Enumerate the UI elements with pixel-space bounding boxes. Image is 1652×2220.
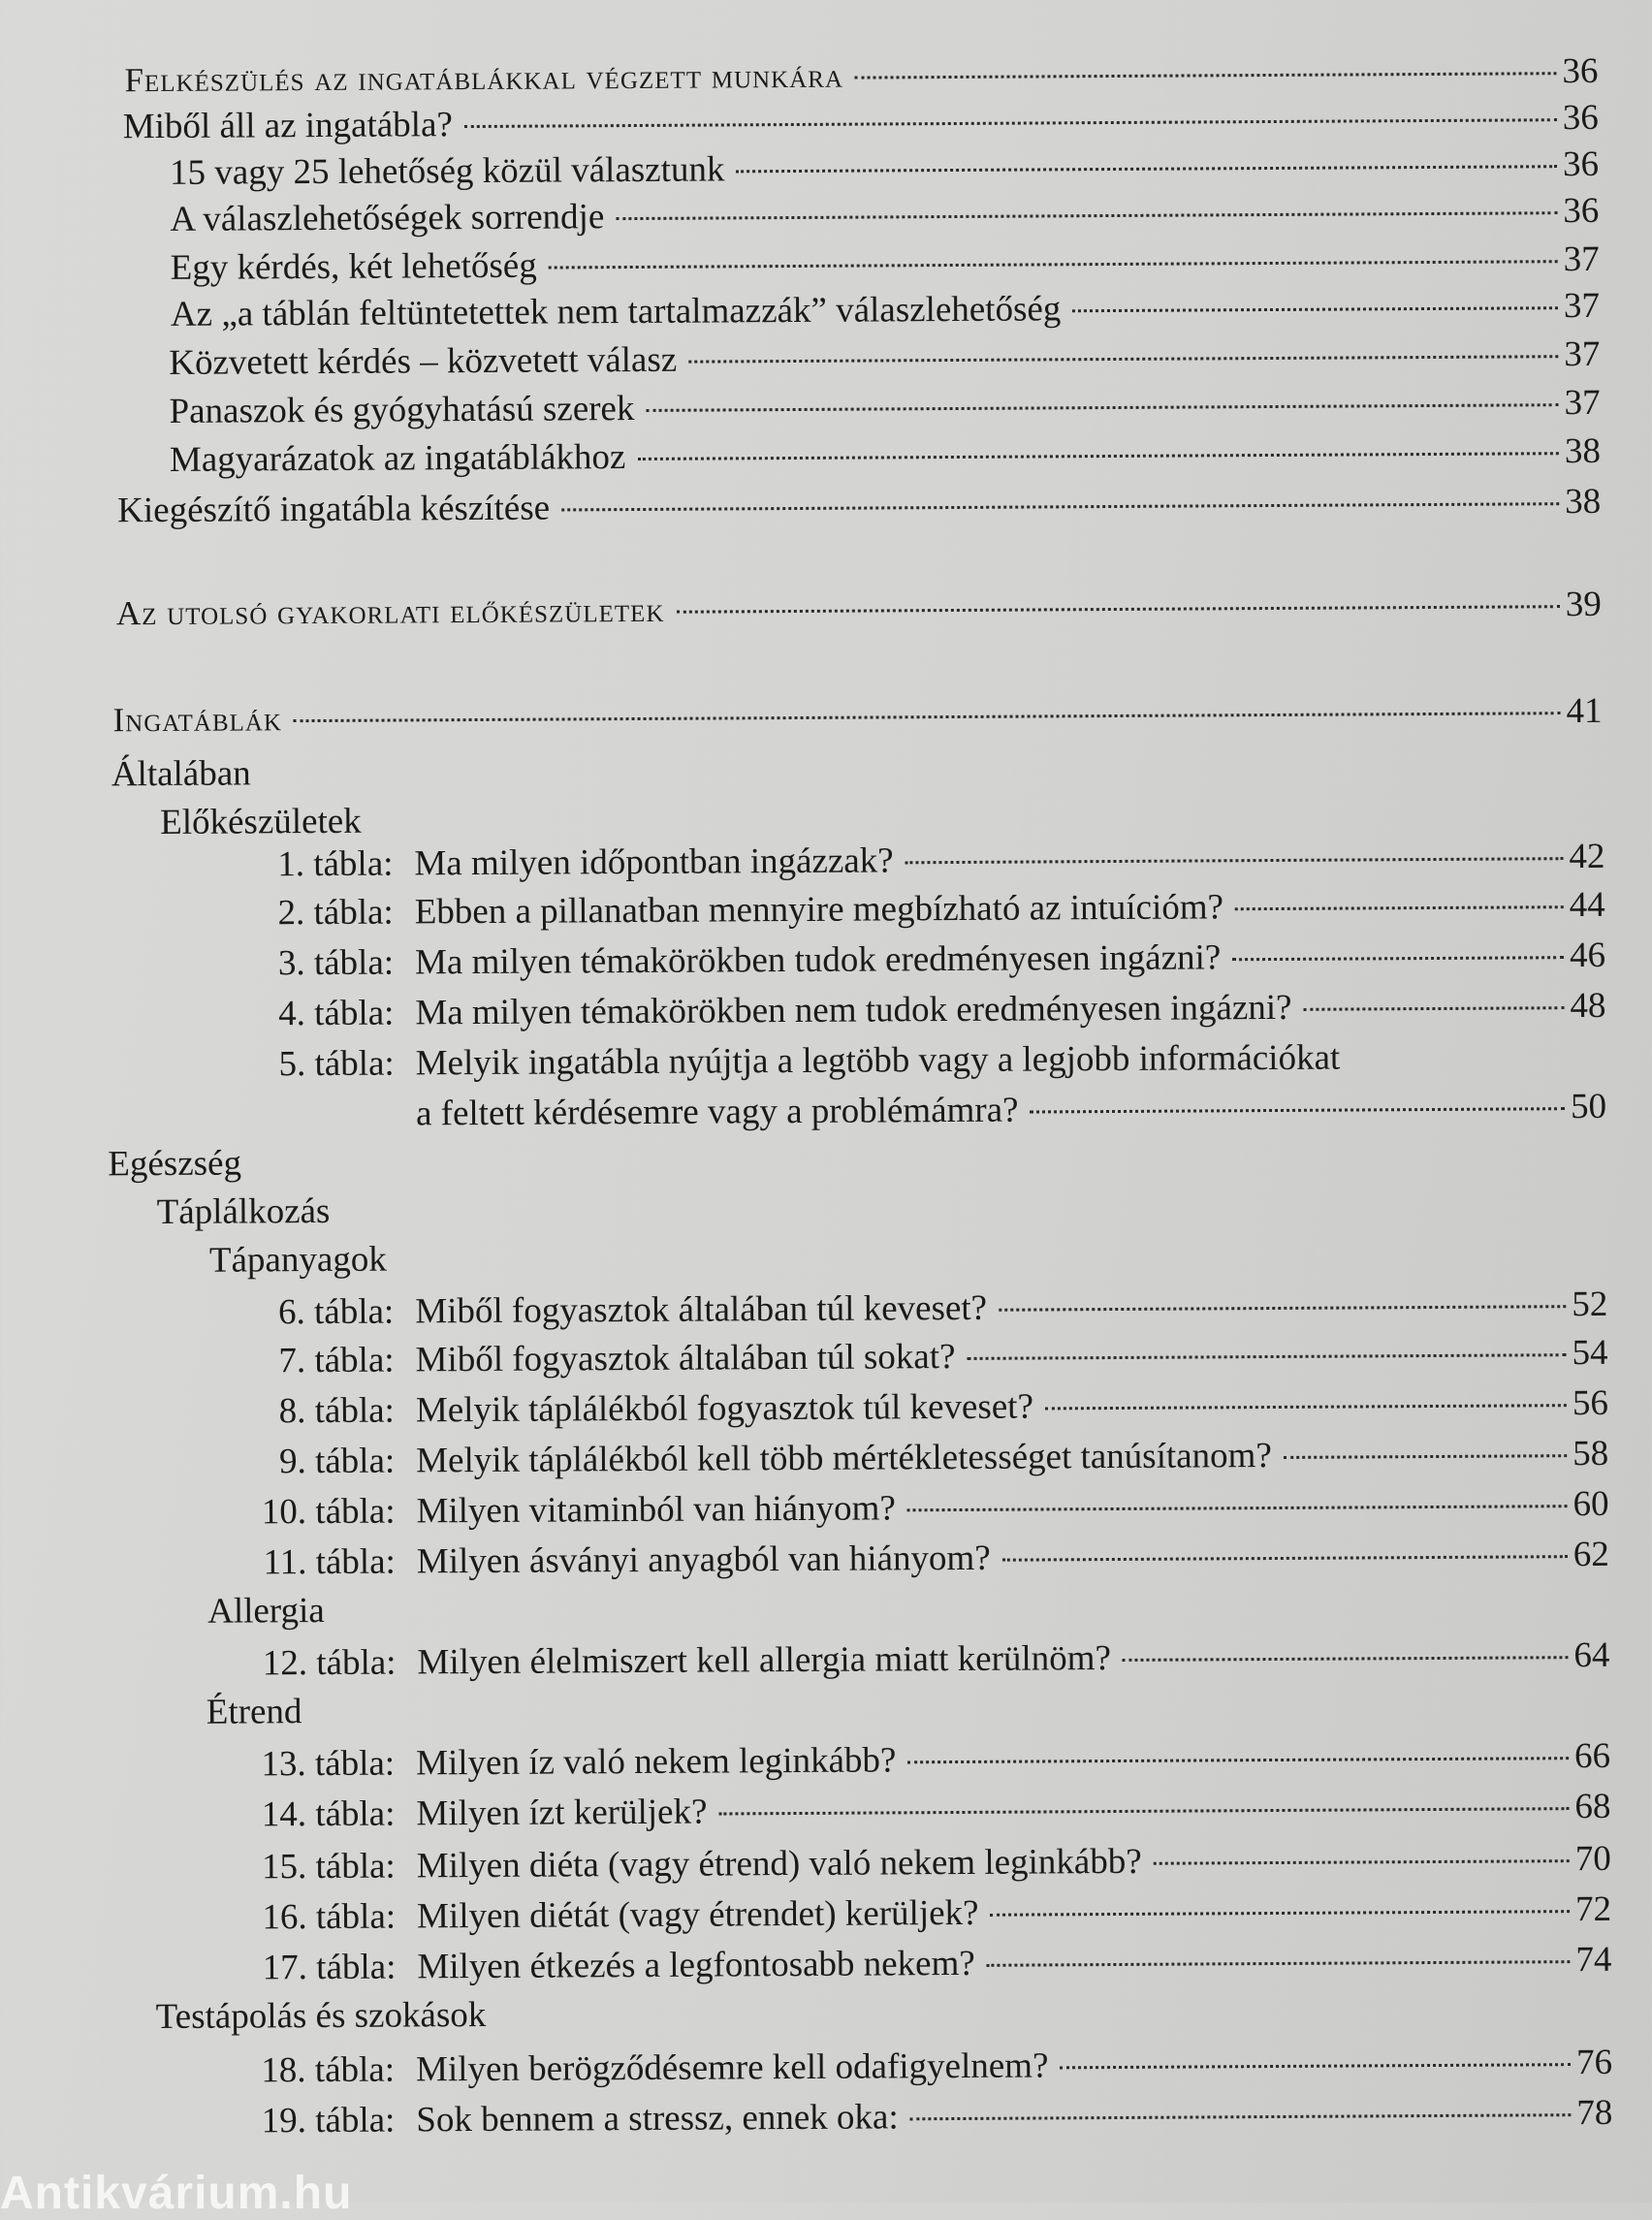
table-page: 66 — [1573, 1735, 1611, 1777]
table-question: Melyik táplálékból fogyasztok túl keveset? — [415, 1386, 1034, 1431]
toc-entry — [116, 584, 1602, 635]
table-entry — [113, 1382, 1608, 1434]
toc-entry-page: 38 — [1564, 430, 1601, 472]
dot-leader — [1235, 905, 1564, 910]
table-entry-continued — [113, 1086, 1606, 1137]
toc-entry-page: 37 — [1564, 382, 1601, 424]
table-question: Sok bennem a stressz, ennek oka: — [416, 2097, 899, 2141]
table-number: 19. tábla: — [261, 2100, 396, 2141]
dot-leader — [905, 857, 1564, 864]
table-entry — [114, 1939, 1611, 1990]
dot-leader — [1304, 1006, 1565, 1011]
toc-entry-page: 38 — [1565, 481, 1602, 523]
table-question: Milyen diéta (vagy étrend) való nekem leginkább? — [416, 1841, 1142, 1887]
table-page: 68 — [1574, 1786, 1611, 1827]
table-question: Miből fogyasztok általában túl sokat? — [415, 1337, 956, 1380]
table-number: 2. tábla: — [277, 892, 394, 934]
table-number: 15. tábla: — [261, 1846, 396, 1887]
toc-entry-page: 37 — [1564, 333, 1601, 375]
dot-leader — [1123, 1656, 1569, 1662]
table-page: 54 — [1572, 1332, 1608, 1374]
table-question: Ma milyen időpontban ingázzak? — [414, 840, 894, 884]
toc-entry — [171, 238, 1600, 290]
table-entry — [112, 935, 1605, 986]
table-question: Milyen íz való nekem leginkább? — [415, 1740, 897, 1784]
toc-entry-page: 36 — [1562, 143, 1600, 185]
toc-entry-title: Egy kérdés, két lehetőség — [170, 245, 537, 288]
heading-etrend: Étrend — [206, 1692, 302, 1732]
table-question: a feltett kérdésemre vagy a problémámra? — [415, 1090, 1019, 1134]
table-entry — [112, 985, 1605, 1036]
dot-leader — [1284, 1454, 1567, 1459]
toc-entry — [169, 382, 1600, 433]
table-question: Melyik ingatábla nyújtja a legtöbb vagy a legjobb információkat — [415, 1037, 1341, 1084]
table-page: 44 — [1569, 884, 1605, 926]
dot-leader — [1045, 1404, 1567, 1410]
table-number: 11. tábla: — [263, 1541, 396, 1583]
toc-entry — [170, 190, 1599, 241]
dot-leader — [294, 712, 1561, 722]
dot-leader — [907, 1505, 1568, 1511]
table-page: 56 — [1572, 1382, 1608, 1424]
table-page: 70 — [1574, 1838, 1611, 1880]
dot-leader — [736, 165, 1557, 173]
table-entry — [114, 1888, 1611, 1940]
toc-entry-page: 36 — [1562, 97, 1599, 139]
table-entry — [113, 1735, 1610, 1787]
table-question: Milyen étkezés a legfontosabb nekem? — [417, 1943, 975, 1987]
table-page: 46 — [1569, 935, 1606, 976]
dot-leader — [646, 403, 1558, 412]
table-page: 48 — [1570, 985, 1606, 1027]
toc-entry-title: 15 vagy 25 lehetőség közül választunk — [169, 149, 725, 193]
toc-entry-page: 37 — [1563, 238, 1600, 280]
toc-entry-title: Panaszok és gyógyhatású szerek — [169, 389, 635, 431]
toc-entry-page: 41 — [1566, 690, 1603, 732]
table-entry — [112, 1284, 1607, 1335]
dot-leader — [907, 1757, 1569, 1763]
table-entry — [111, 836, 1604, 887]
toc-entry-page: 36 — [1563, 190, 1600, 232]
table-number: 6. tábla: — [277, 1291, 395, 1333]
table-entry — [113, 1786, 1610, 1837]
toc-entry-title: A válaszlehetőségek sorrendje — [170, 197, 605, 239]
table-number: 17. tábla: — [262, 1947, 397, 1988]
toc-entry — [117, 481, 1601, 532]
table-entry — [112, 1332, 1607, 1383]
dot-leader — [910, 2113, 1572, 2120]
table-question: Melyik táplálékból kell több mértékletességet tanúsítanom? — [416, 1436, 1272, 1481]
table-page: 62 — [1573, 1534, 1609, 1575]
table-question: Ma milyen témakörökben nem tudok eredményesen ingázni? — [415, 987, 1292, 1033]
dot-leader — [1031, 1107, 1566, 1113]
dot-leader — [999, 1305, 1566, 1312]
table-number: 5. tábla: — [278, 1043, 395, 1085]
dot-leader — [676, 605, 1559, 614]
toc-entry-title: Magyarázatok az ingatáblákhoz — [169, 437, 626, 480]
toc-entry — [112, 690, 1602, 742]
table-question: Ma milyen témakörökben tudok eredményesen ingázni? — [414, 937, 1222, 983]
table-number: 12. tábla: — [262, 1642, 397, 1684]
dot-leader — [718, 1807, 1569, 1815]
toc-entry-title: Közvetett kérdés – közvetett válasz — [169, 339, 678, 383]
table-entry — [114, 1634, 1609, 1686]
table-entry — [113, 1433, 1608, 1484]
toc-entry-page: 37 — [1563, 285, 1601, 327]
table-entry — [112, 884, 1605, 936]
heading-testapolas: Testápolás és szokások — [155, 1994, 487, 2038]
dot-leader — [688, 355, 1558, 363]
table-number: 4. tábla: — [278, 993, 395, 1034]
toc-entry-title: Kiegészítő ingatábla készítése — [117, 488, 551, 531]
toc-entry-title: Az „a táblán feltüntetettek nem tartalmazzák” válaszlehetőség — [170, 289, 1062, 334]
dot-leader — [855, 72, 1557, 79]
table-question: Milyen berögződésemre kell odafigyelnem? — [415, 2046, 1049, 2090]
table-question: Milyen élelmiszert kell allergia miatt kerülnöm? — [417, 1638, 1112, 1683]
dot-leader — [1232, 956, 1564, 961]
toc-entry-title: Felkészülés az ingatáblákkal végzett munkára — [124, 56, 844, 100]
table-number: 1. tábla: — [277, 843, 394, 885]
heading-allergia: Allergia — [207, 1590, 325, 1632]
table-page: 78 — [1576, 2092, 1613, 2134]
heading-taplalkozas: Táplálkozás — [156, 1190, 331, 1233]
dot-leader — [991, 1910, 1571, 1917]
table-page: 64 — [1573, 1634, 1610, 1676]
dot-leader — [549, 260, 1558, 269]
table-number: 13. tábla: — [261, 1743, 396, 1785]
table-number: 9. tábla: — [278, 1441, 396, 1482]
table-page: 74 — [1575, 1939, 1612, 1981]
table-page: 72 — [1574, 1888, 1612, 1930]
dot-leader — [1060, 2063, 1571, 2069]
dot-leader — [616, 211, 1557, 220]
table-page: 60 — [1573, 1483, 1609, 1525]
dot-leader — [1154, 1859, 1570, 1865]
table-question: Milyen ízt kerüljek? — [416, 1792, 708, 1834]
toc-entry — [123, 97, 1599, 148]
table-entry — [114, 1534, 1609, 1585]
table-number: 10. tábla: — [261, 1491, 396, 1533]
table-page: 58 — [1573, 1433, 1609, 1475]
table-entry — [113, 2092, 1612, 2143]
table-page: 50 — [1570, 1086, 1607, 1127]
dot-leader — [1072, 306, 1558, 312]
table-question: Miből fogyasztok általában túl keveset? — [415, 1287, 988, 1332]
toc-entry — [171, 285, 1600, 336]
heading-egeszseg: Egészség — [108, 1143, 242, 1185]
table-number — [113, 1126, 395, 1127]
dot-leader — [464, 118, 1557, 128]
table-number: 18. tábla: — [261, 2049, 396, 2091]
toc-entry — [170, 143, 1599, 195]
dot-leader — [561, 502, 1559, 511]
table-question: Milyen diétát (vagy étrendet) kerüljek? — [416, 1892, 979, 1937]
table-entry — [114, 1838, 1611, 1889]
table-entry — [113, 1035, 1606, 1087]
table-number: 3. tábla: — [277, 942, 395, 984]
dot-leader — [967, 1353, 1566, 1360]
heading-tapanyagok: Tápanyagok — [208, 1239, 387, 1281]
toc-entry — [169, 333, 1600, 385]
dot-leader — [987, 1960, 1571, 1967]
toc-entry — [124, 50, 1598, 102]
toc-entry-page: 36 — [1562, 50, 1599, 92]
dot-leader — [637, 452, 1559, 460]
dot-leader — [1002, 1555, 1568, 1562]
table-entry — [113, 2042, 1612, 2093]
watermark: Antikvárium.hu — [0, 2168, 353, 2219]
table-page: 42 — [1569, 836, 1605, 877]
table-number: 16. tábla: — [262, 1896, 397, 1938]
table-page: 76 — [1575, 2042, 1613, 2083]
toc-entry — [170, 430, 1601, 482]
toc-entry-title: Miből áll az ingatábla? — [122, 105, 453, 147]
table-question: Milyen ásványi anyagból van hiányom? — [416, 1538, 991, 1582]
table-number: 14. tábla: — [261, 1793, 396, 1835]
heading-altalaban: Általában — [111, 753, 251, 795]
table-entry — [113, 1483, 1608, 1535]
table-question: Ebben a pillanatban mennyire megbízható az intuícióm? — [414, 887, 1224, 933]
table-question: Milyen vitaminból van hiányom? — [416, 1488, 896, 1532]
toc-entry-page: 39 — [1565, 584, 1602, 625]
table-number: 8. tábla: — [278, 1390, 396, 1432]
toc-entry-title: Ingatáblák — [112, 700, 283, 740]
toc-entry-title: Az utolsó gyakorlati előkészületek — [115, 590, 665, 633]
heading-elokeszuletek: Előkészületek — [160, 801, 362, 843]
table-page: 52 — [1572, 1284, 1608, 1325]
table-number: 7. tábla: — [278, 1340, 395, 1381]
